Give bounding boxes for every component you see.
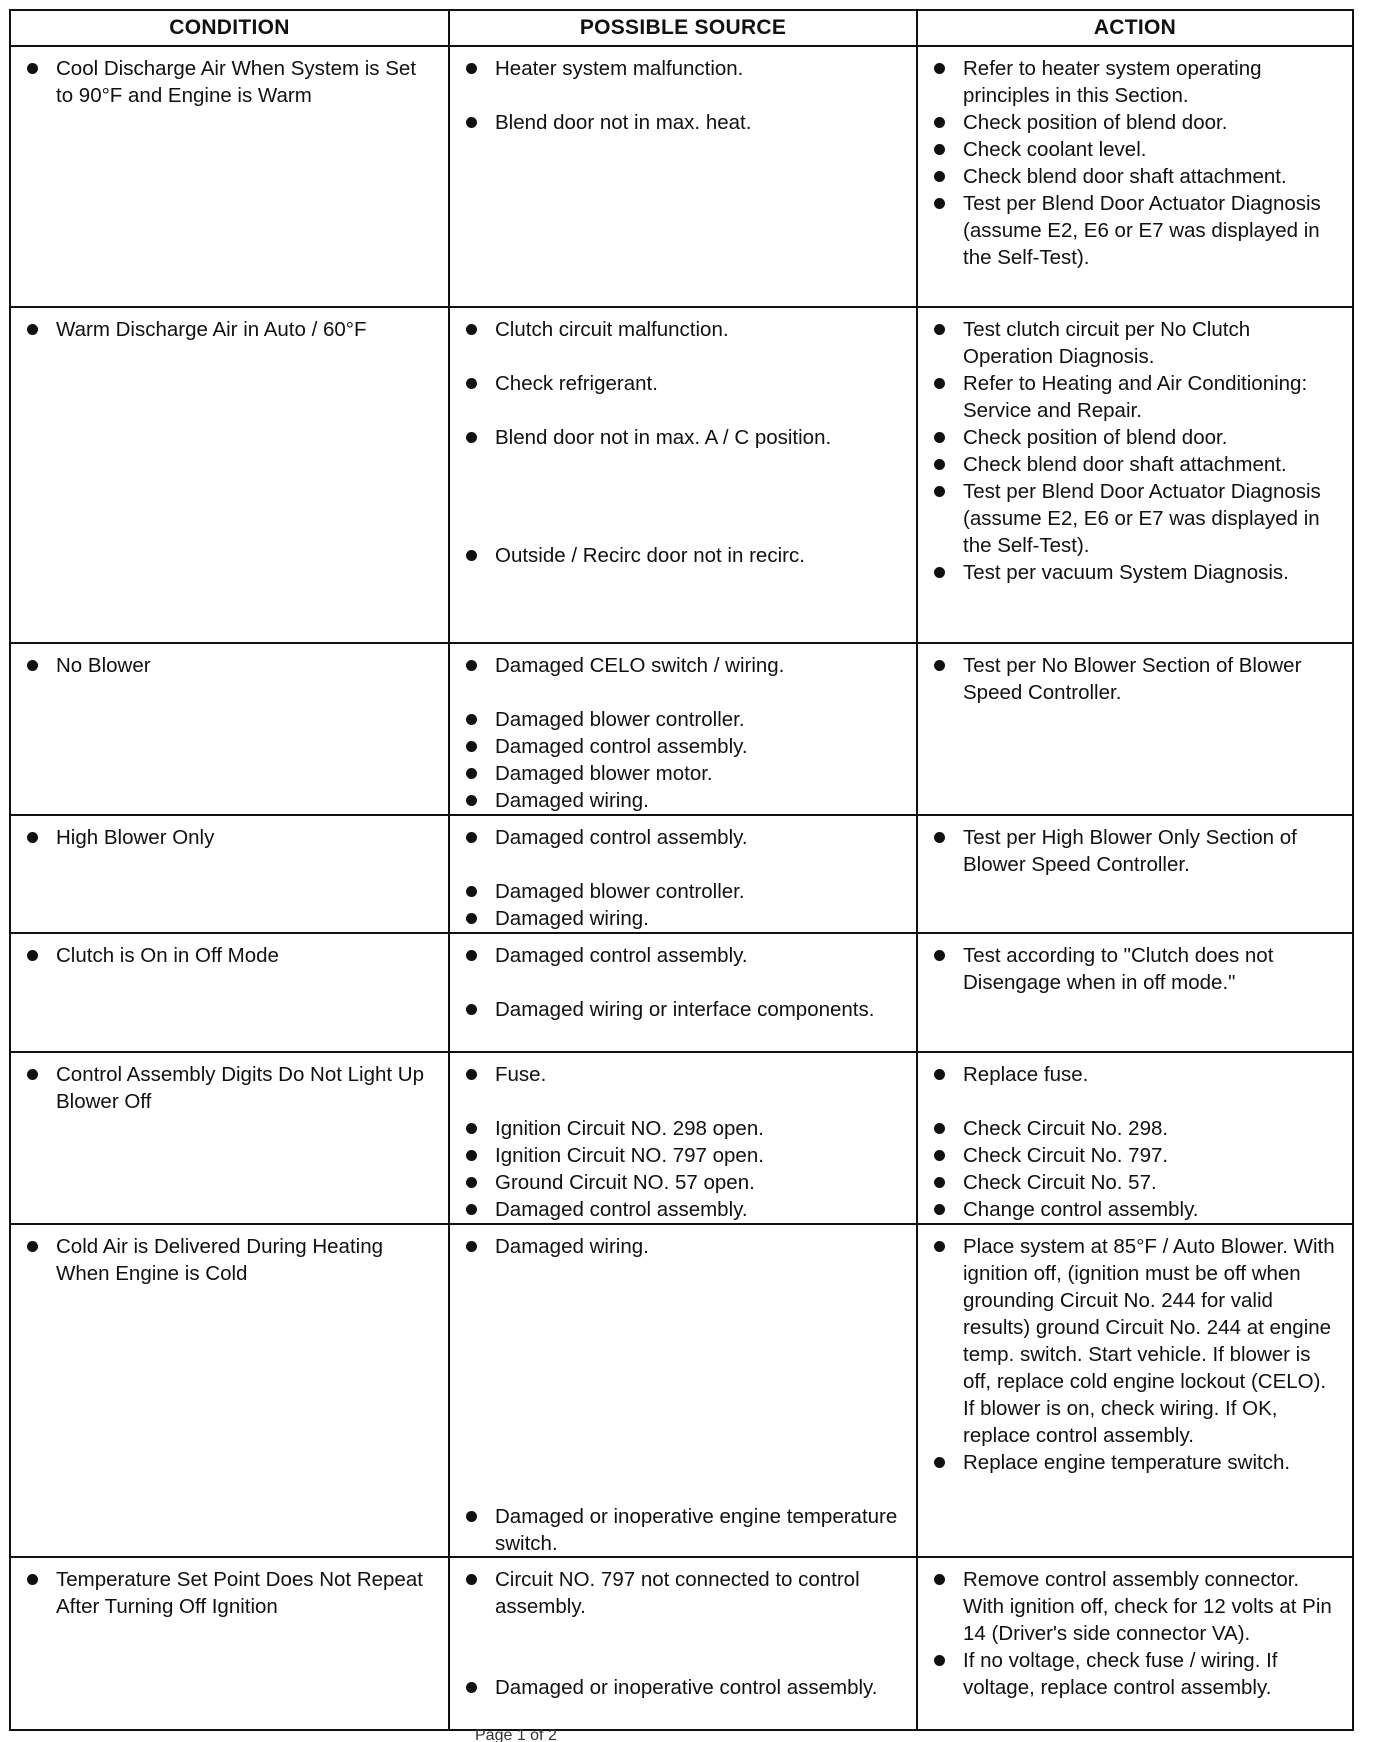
source-cell: [448, 1558, 916, 1729]
table-row: [11, 1223, 1352, 1556]
bullet-icon: [466, 1241, 477, 1252]
action-text: If no voltage, check fuse / wiring. If voltage, replace control assembly.: [963, 1649, 1278, 1699]
action-text: Check blend door shaft attachment.: [963, 165, 1287, 188]
source-text: Damaged wiring or interface components.: [495, 998, 875, 1021]
list-item: [462, 424, 906, 451]
list-item: [462, 942, 906, 969]
action-cell: [916, 1558, 1352, 1729]
source-text: Blend door not in max. heat.: [495, 111, 752, 134]
list-item: [462, 1115, 906, 1142]
list-item: [462, 316, 906, 343]
source-text: Damaged blower controller.: [495, 880, 745, 903]
bullet-icon: [466, 1204, 477, 1215]
source-text: Damaged control assembly.: [495, 735, 748, 758]
source-text: Damaged control assembly.: [495, 1198, 748, 1221]
list-item: [930, 559, 1342, 586]
bullet-icon: [466, 1123, 477, 1134]
list-item: [23, 1566, 438, 1620]
source-cell: [448, 934, 916, 1051]
source-cell: [448, 1053, 916, 1223]
bullet-icon: [934, 567, 945, 578]
list-item: [930, 316, 1342, 370]
source-cell: [448, 308, 916, 642]
source-text: Damaged CELO switch / wiring.: [495, 654, 785, 677]
list-item: [462, 878, 906, 905]
source-cell: [448, 644, 916, 814]
bullet-icon: [27, 660, 38, 671]
source-text: Damaged blower controller.: [495, 708, 745, 731]
condition-text: No Blower: [56, 654, 151, 677]
action-cell: [916, 816, 1352, 932]
list-item: [23, 316, 438, 343]
action-text: Test according to "Clutch does not Disengage when in off mode.": [963, 944, 1274, 994]
bullet-icon: [466, 660, 477, 671]
bullet-icon: [466, 913, 477, 924]
bullet-icon: [934, 324, 945, 335]
bullet-icon: [934, 1204, 945, 1215]
source-text: Fuse.: [495, 1063, 547, 1086]
source-text: Damaged or inoperative engine temperature switch.: [495, 1505, 898, 1555]
list-item: [462, 1169, 906, 1196]
action-cell: [916, 644, 1352, 814]
list-item: [930, 1449, 1342, 1476]
source-text: Damaged wiring.: [495, 789, 649, 812]
action-text: Check position of blend door.: [963, 426, 1228, 449]
bullet-icon: [934, 1241, 945, 1252]
action-text: Check Circuit No. 298.: [963, 1117, 1169, 1140]
action-text: Change control assembly.: [963, 1198, 1199, 1221]
bullet-icon: [466, 1069, 477, 1080]
bullet-icon: [466, 714, 477, 725]
list-item: [930, 1196, 1342, 1223]
action-cell: [916, 308, 1352, 642]
list-item: [462, 542, 906, 569]
condition-cell: [11, 47, 448, 306]
list-item: [462, 652, 906, 679]
source-text: Ignition Circuit NO. 298 open.: [495, 1117, 764, 1140]
troubleshooting-table: [9, 9, 1354, 1731]
list-item: [930, 1061, 1342, 1088]
action-text: Place system at 85°F / Auto Blower. With ignition off, (ignition must be off when grounding Circuit No. 244 for valid results) ground Circuit No. 244 at engine temp. switch. Start vehicle. If blower is off, replace cold engine lockout (CELO). If blower is on, check wiring. If OK, replace control assembly.: [963, 1235, 1335, 1447]
condition-cell: [11, 934, 448, 1051]
action-text: Check blend door shaft attachment.: [963, 453, 1287, 476]
list-item: [462, 787, 906, 814]
bullet-icon: [27, 950, 38, 961]
bullet-icon: [934, 486, 945, 497]
action-text: Check Circuit No. 57.: [963, 1171, 1157, 1194]
table-row: [11, 306, 1352, 642]
action-text: Check Circuit No. 797.: [963, 1144, 1169, 1167]
list-item: [462, 1674, 906, 1701]
action-text: Refer to heater system operating principles in this Section.: [963, 57, 1262, 107]
list-item: [930, 163, 1342, 190]
bullet-icon: [466, 1511, 477, 1522]
bullet-icon: [27, 63, 38, 74]
action-text: Check position of blend door.: [963, 111, 1228, 134]
list-item: [462, 706, 906, 733]
table-row: [11, 1051, 1352, 1223]
list-item: [930, 942, 1342, 996]
bullet-icon: [466, 768, 477, 779]
source-text: Damaged wiring.: [495, 907, 649, 930]
condition-text: Clutch is On in Off Mode: [56, 944, 279, 967]
bullet-icon: [466, 950, 477, 961]
condition-cell: [11, 1558, 448, 1729]
source-cell: [448, 47, 916, 306]
source-text: Damaged or inoperative control assembly.: [495, 1676, 878, 1699]
bullet-icon: [934, 950, 945, 961]
condition-text: Cool Discharge Air When System is Set to 90°F and Engine is Warm: [56, 57, 417, 107]
bullet-icon: [466, 117, 477, 128]
list-item: [930, 109, 1342, 136]
bullet-icon: [466, 886, 477, 897]
bullet-icon: [466, 832, 477, 843]
list-item: [930, 55, 1342, 109]
list-item: [462, 1233, 906, 1260]
table-row: [11, 814, 1352, 932]
bullet-icon: [934, 1123, 945, 1134]
list-item: [462, 996, 906, 1023]
source-text: Blend door not in max. A / C position.: [495, 426, 832, 449]
list-item: [23, 652, 438, 679]
list-item: [23, 1061, 438, 1115]
list-item: [930, 1566, 1342, 1647]
list-item: [930, 1169, 1342, 1196]
bullet-icon: [27, 1574, 38, 1585]
action-cell: [916, 47, 1352, 306]
list-item: [462, 1142, 906, 1169]
list-item: [930, 652, 1342, 706]
source-cell: [448, 816, 916, 932]
action-text: Replace fuse.: [963, 1063, 1089, 1086]
table-row: [11, 1556, 1352, 1729]
condition-cell: [11, 1053, 448, 1223]
list-item: [930, 1142, 1342, 1169]
action-text: Test clutch circuit per No Clutch Operation Diagnosis.: [963, 318, 1251, 368]
source-text: Ignition Circuit NO. 797 open.: [495, 1144, 764, 1167]
source-text: Outside / Recirc door not in recirc.: [495, 544, 805, 567]
list-item: [930, 451, 1342, 478]
page-footer: Page 1 of 2: [475, 1729, 557, 1742]
action-text: Test per High Blower Only Section of Blower Speed Controller.: [963, 826, 1297, 876]
bullet-icon: [466, 1177, 477, 1188]
list-item: [462, 1503, 906, 1557]
bullet-icon: [934, 198, 945, 209]
bullet-icon: [27, 1069, 38, 1080]
bullet-icon: [934, 1457, 945, 1468]
action-cell: [916, 934, 1352, 1051]
bullet-icon: [466, 1150, 477, 1161]
bullet-icon: [934, 660, 945, 671]
list-item: [462, 733, 906, 760]
source-text: Damaged control assembly.: [495, 944, 748, 967]
list-item: [23, 824, 438, 851]
bullet-icon: [934, 459, 945, 470]
table-row: [11, 45, 1352, 306]
bullet-icon: [934, 1574, 945, 1585]
source-text: Circuit NO. 797 not connected to control assembly.: [495, 1568, 860, 1618]
table-header-row: [11, 11, 1352, 45]
bullet-icon: [27, 1241, 38, 1252]
list-item: [462, 905, 906, 932]
action-text: Test per Blend Door Actuator Diagnosis (assume E2, E6 or E7 was displayed in the Self-Test).: [963, 192, 1321, 269]
list-item: [930, 1233, 1342, 1449]
bullet-icon: [934, 1150, 945, 1161]
list-item: [23, 1233, 438, 1287]
bullet-icon: [934, 1069, 945, 1080]
action-text: Replace engine temperature switch.: [963, 1451, 1291, 1474]
bullet-icon: [934, 1655, 945, 1666]
bullet-icon: [466, 741, 477, 752]
list-item: [930, 478, 1342, 559]
list-item: [23, 55, 438, 109]
bullet-icon: [466, 324, 477, 335]
action-text: Test per vacuum System Diagnosis.: [963, 561, 1289, 584]
bullet-icon: [466, 550, 477, 561]
list-item: [930, 424, 1342, 451]
bullet-icon: [466, 432, 477, 443]
condition-cell: [11, 1225, 448, 1556]
source-text: Heater system malfunction.: [495, 57, 744, 80]
action-text: Remove control assembly connector. With ignition off, check for 12 volts at Pin 14 (Driver's side connector VA).: [963, 1568, 1332, 1645]
bullet-icon: [27, 832, 38, 843]
list-item: [462, 760, 906, 787]
action-text: Refer to Heating and Air Conditioning: Service and Repair.: [963, 372, 1308, 422]
source-text: Damaged control assembly.: [495, 826, 748, 849]
action-text: Test per No Blower Section of Blower Speed Controller.: [963, 654, 1302, 704]
list-item: [930, 824, 1342, 878]
condition-text: High Blower Only: [56, 826, 215, 849]
list-item: [462, 1061, 906, 1088]
action-cell: [916, 1225, 1352, 1556]
bullet-icon: [934, 171, 945, 182]
source-text: Damaged wiring.: [495, 1235, 649, 1258]
list-item: [930, 190, 1342, 271]
list-item: [930, 136, 1342, 163]
source-text: Clutch circuit malfunction.: [495, 318, 729, 341]
list-item: [462, 1196, 906, 1223]
list-item: [930, 370, 1342, 424]
bullet-icon: [466, 378, 477, 389]
header-possible-source: POSSIBLE SOURCE: [448, 11, 916, 45]
condition-cell: [11, 816, 448, 932]
condition-cell: [11, 308, 448, 642]
bullet-icon: [934, 378, 945, 389]
bullet-icon: [466, 63, 477, 74]
list-item: [23, 942, 438, 969]
bullet-icon: [934, 832, 945, 843]
source-text: Damaged blower motor.: [495, 762, 713, 785]
bullet-icon: [466, 1574, 477, 1585]
condition-text: Cold Air is Delivered During Heating When Engine is Cold: [56, 1235, 384, 1285]
table-row: [11, 642, 1352, 814]
action-text: Test per Blend Door Actuator Diagnosis (assume E2, E6 or E7 was displayed in the Self-Test).: [963, 480, 1321, 557]
condition-cell: [11, 644, 448, 814]
source-text: Ground Circuit NO. 57 open.: [495, 1171, 755, 1194]
condition-text: Control Assembly Digits Do Not Light Up Blower Off: [56, 1063, 425, 1113]
bullet-icon: [466, 795, 477, 806]
header-condition: CONDITION: [169, 16, 290, 39]
bullet-icon: [934, 63, 945, 74]
list-item: [462, 370, 906, 397]
bullet-icon: [934, 144, 945, 155]
list-item: [462, 109, 906, 136]
table-row: [11, 932, 1352, 1051]
bullet-icon: [934, 117, 945, 128]
list-item: [930, 1647, 1342, 1701]
bullet-icon: [27, 324, 38, 335]
bullet-icon: [934, 1177, 945, 1188]
source-text: Check refrigerant.: [495, 372, 658, 395]
bullet-icon: [466, 1004, 477, 1015]
header-action: ACTION: [916, 11, 1352, 45]
source-cell: [448, 1225, 916, 1556]
action-text: Check coolant level.: [963, 138, 1147, 161]
list-item: [930, 1115, 1342, 1142]
bullet-icon: [934, 432, 945, 443]
list-item: [462, 824, 906, 851]
bullet-icon: [466, 1682, 477, 1693]
list-item: [462, 55, 906, 82]
action-cell: [916, 1053, 1352, 1223]
condition-text: Warm Discharge Air in Auto / 60°F: [56, 318, 367, 341]
condition-text: Temperature Set Point Does Not Repeat After Turning Off Ignition: [56, 1568, 423, 1618]
list-item: [462, 1566, 906, 1620]
